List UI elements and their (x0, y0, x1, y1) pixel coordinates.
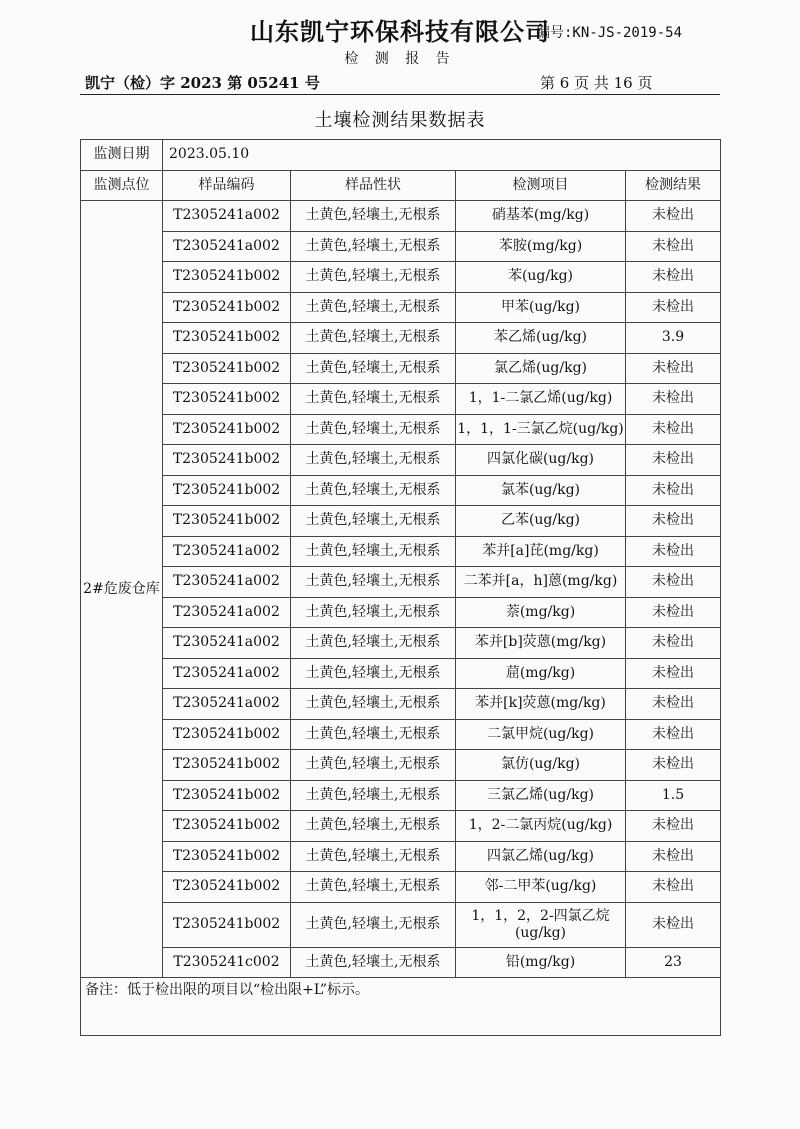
header-divider (80, 94, 720, 95)
sample-description-cell: 土黄色,轻壤土,无根系 (291, 947, 456, 978)
table-row (81, 323, 721, 354)
sample-description-cell: 土黄色,轻壤土,无根系 (291, 353, 456, 384)
sample-code-cell: T2305241b002 (163, 872, 291, 903)
test-item-cell: 甲苯(ug/kg) (456, 292, 626, 323)
sample-code-cell: T2305241b002 (163, 841, 291, 872)
table-row (81, 628, 721, 659)
test-item-cell: 萘(mg/kg) (456, 597, 626, 628)
col-header-code: 样品编码 (163, 170, 291, 201)
sample-code-cell: T2305241c002 (163, 947, 291, 978)
sample-code-cell: T2305241a002 (163, 597, 291, 628)
sample-code-cell: T2305241a002 (163, 567, 291, 598)
sample-description-cell: 土黄色,轻壤土,无根系 (291, 689, 456, 720)
sample-description-cell: 土黄色,轻壤土,无根系 (291, 475, 456, 506)
sample-description-cell: 土黄色,轻壤土,无根系 (291, 384, 456, 415)
company-name: 山东凯宁环保科技有限公司 (250, 17, 550, 46)
result-cell: 未检出 (626, 658, 721, 689)
table-row (81, 780, 721, 811)
table-row (81, 262, 721, 293)
result-cell: 未检出 (626, 872, 721, 903)
test-item-cell: 苯并[b]荧蒽(mg/kg) (456, 628, 626, 659)
table-row (81, 414, 721, 445)
table-row (81, 872, 721, 903)
sample-code-cell: T2305241a002 (163, 536, 291, 567)
test-item-cell: 苯胺(mg/kg) (456, 231, 626, 262)
table-row (81, 475, 721, 506)
test-item-cell: 苯并[k]荧蒽(mg/kg) (456, 689, 626, 720)
sample-code-cell: T2305241b002 (163, 902, 291, 947)
sample-code-cell: T2305241b002 (163, 506, 291, 537)
test-item-cell: 氯仿(ug/kg) (456, 750, 626, 781)
result-cell: 未检出 (626, 475, 721, 506)
table-row (81, 353, 721, 384)
table-row (81, 536, 721, 567)
sample-code-cell: T2305241a002 (163, 628, 291, 659)
report-subtitle: 检 测 报 告 (344, 51, 456, 67)
result-cell: 未检出 (626, 292, 721, 323)
result-cell: 1.5 (626, 780, 721, 811)
test-item-cell: 苯乙烯(ug/kg) (456, 323, 626, 354)
note-text: 备注：低于检出限的项目以“检出限+L”标示。 (81, 978, 721, 1036)
test-item-cell: 硝基苯(mg/kg) (456, 201, 626, 232)
result-cell: 未检出 (626, 689, 721, 720)
test-item-cell: 三氯乙烯(ug/kg) (456, 780, 626, 811)
test-item-cell: 1，2-二氯丙烷(ug/kg) (456, 811, 626, 842)
col-header-location: 监测点位 (81, 170, 163, 201)
test-item-cell: 四氯乙烯(ug/kg) (456, 841, 626, 872)
date-label: 监测日期 (81, 140, 163, 171)
result-cell: 未检出 (626, 628, 721, 659)
table-row (81, 947, 721, 978)
result-cell: 未检出 (626, 384, 721, 415)
result-cell: 未检出 (626, 902, 721, 947)
table-row (81, 597, 721, 628)
sample-description-cell: 土黄色,轻壤土,无根系 (291, 597, 456, 628)
test-item-cell: 邻-二甲苯(ug/kg) (456, 872, 626, 903)
table-row (81, 384, 721, 415)
sample-description-cell: 土黄色,轻壤土,无根系 (291, 719, 456, 750)
sample-description-cell: 土黄色,轻壤土,无根系 (291, 231, 456, 262)
sample-description-cell: 土黄色,轻壤土,无根系 (291, 506, 456, 537)
sample-description-cell: 土黄色,轻壤土,无根系 (291, 658, 456, 689)
result-cell: 未检出 (626, 445, 721, 476)
result-cell: 23 (626, 947, 721, 978)
sample-code-cell: T2305241b002 (163, 384, 291, 415)
sample-code-cell: T2305241b002 (163, 780, 291, 811)
sample-code-cell: T2305241b002 (163, 445, 291, 476)
result-cell: 未检出 (626, 567, 721, 598)
result-cell: 未检出 (626, 536, 721, 567)
sample-code-cell: T2305241b002 (163, 353, 291, 384)
test-item-cell: 四氯化碳(ug/kg) (456, 445, 626, 476)
test-item-cell: 铅(mg/kg) (456, 947, 626, 978)
test-item-cell: 1，1-二氯乙烯(ug/kg) (456, 384, 626, 415)
sample-description-cell: 土黄色,轻壤土,无根系 (291, 811, 456, 842)
table-row (81, 841, 721, 872)
sample-code-cell: T2305241b002 (163, 719, 291, 750)
col-header-item: 检测项目 (456, 170, 626, 201)
document-number: 编号:KN-JS-2019-54 (536, 25, 683, 41)
result-cell: 未检出 (626, 811, 721, 842)
sample-code-cell: T2305241b002 (163, 414, 291, 445)
sample-code-cell: T2305241a002 (163, 658, 291, 689)
table-row (81, 902, 721, 947)
page-info: 第 6 页 共 16 页 (540, 74, 653, 92)
test-item-cell: 氯苯(ug/kg) (456, 475, 626, 506)
sample-description-cell: 土黄色,轻壤土,无根系 (291, 567, 456, 598)
sample-description-cell: 土黄色,轻壤土,无根系 (291, 750, 456, 781)
sample-description-cell: 土黄色,轻壤土,无根系 (291, 414, 456, 445)
test-item-cell: 苯并[a]芘(mg/kg) (456, 536, 626, 567)
sample-description-cell: 土黄色,轻壤土,无根系 (291, 536, 456, 567)
result-cell: 未检出 (626, 719, 721, 750)
table-row (81, 689, 721, 720)
sample-code-cell: T2305241b002 (163, 262, 291, 293)
result-cell: 未检出 (626, 414, 721, 445)
table-row (81, 292, 721, 323)
sample-description-cell: 土黄色,轻壤土,无根系 (291, 445, 456, 476)
location-cell: 2#危废仓库 (81, 201, 163, 978)
sample-description-cell: 土黄色,轻壤土,无根系 (291, 902, 456, 947)
sample-code-cell: T2305241b002 (163, 292, 291, 323)
col-header-result: 检测结果 (626, 170, 721, 201)
table-row (81, 750, 721, 781)
sample-code-cell: T2305241a002 (163, 689, 291, 720)
table-row (81, 719, 721, 750)
test-item-cell: 䓛(mg/kg) (456, 658, 626, 689)
sample-description-cell: 土黄色,轻壤土,无根系 (291, 628, 456, 659)
table-row (81, 506, 721, 537)
table-row (81, 231, 721, 262)
result-cell: 未检出 (626, 750, 721, 781)
result-cell: 未检出 (626, 262, 721, 293)
test-item-cell: 二苯并[a，h]蒽(mg/kg) (456, 567, 626, 598)
table-row (81, 658, 721, 689)
table-row (81, 445, 721, 476)
sample-description-cell: 土黄色,轻壤土,无根系 (291, 262, 456, 293)
sample-description-cell: 土黄色,轻壤土,无根系 (291, 292, 456, 323)
sample-description-cell: 土黄色,轻壤土,无根系 (291, 780, 456, 811)
result-cell: 未检出 (626, 506, 721, 537)
sample-description-cell: 土黄色,轻壤土,无根系 (291, 323, 456, 354)
test-item-cell: 苯(ug/kg) (456, 262, 626, 293)
test-item-cell: 1，1，1-三氯乙烷(ug/kg) (456, 414, 626, 445)
test-item-cell: 氯乙烯(ug/kg) (456, 353, 626, 384)
table-row (81, 201, 721, 232)
result-cell: 未检出 (626, 231, 721, 262)
table-row (81, 567, 721, 598)
results-table (80, 139, 721, 1036)
sample-description-cell: 土黄色,轻壤土,无根系 (291, 201, 456, 232)
table-title: 土壤检测结果数据表 (314, 110, 486, 131)
result-cell: 未检出 (626, 841, 721, 872)
sample-code-cell: T2305241b002 (163, 811, 291, 842)
sample-code-cell: T2305241a002 (163, 201, 291, 232)
result-cell: 3.9 (626, 323, 721, 354)
result-cell: 未检出 (626, 201, 721, 232)
test-item-cell: 1，1，2，2-四氯乙烷(ug/kg) (456, 902, 626, 947)
sample-description-cell: 土黄色,轻壤土,无根系 (291, 841, 456, 872)
test-item-cell: 二氯甲烷(ug/kg) (456, 719, 626, 750)
header-row (81, 170, 721, 201)
result-cell: 未检出 (626, 353, 721, 384)
date-value: 2023.05.10 (163, 140, 721, 171)
sample-description-cell: 土黄色,轻壤土,无根系 (291, 872, 456, 903)
sample-code-cell: T2305241b002 (163, 323, 291, 354)
result-cell: 未检出 (626, 597, 721, 628)
sample-code-cell: T2305241a002 (163, 231, 291, 262)
date-row (81, 140, 721, 171)
table-row (81, 811, 721, 842)
test-item-cell: 乙苯(ug/kg) (456, 506, 626, 537)
note-row (81, 978, 721, 1036)
sample-code-cell: T2305241b002 (163, 750, 291, 781)
col-header-description: 样品性状 (291, 170, 456, 201)
sample-code-cell: T2305241b002 (163, 475, 291, 506)
report-number: 凯宁（检）字 2023 第 05241 号 (85, 74, 320, 92)
